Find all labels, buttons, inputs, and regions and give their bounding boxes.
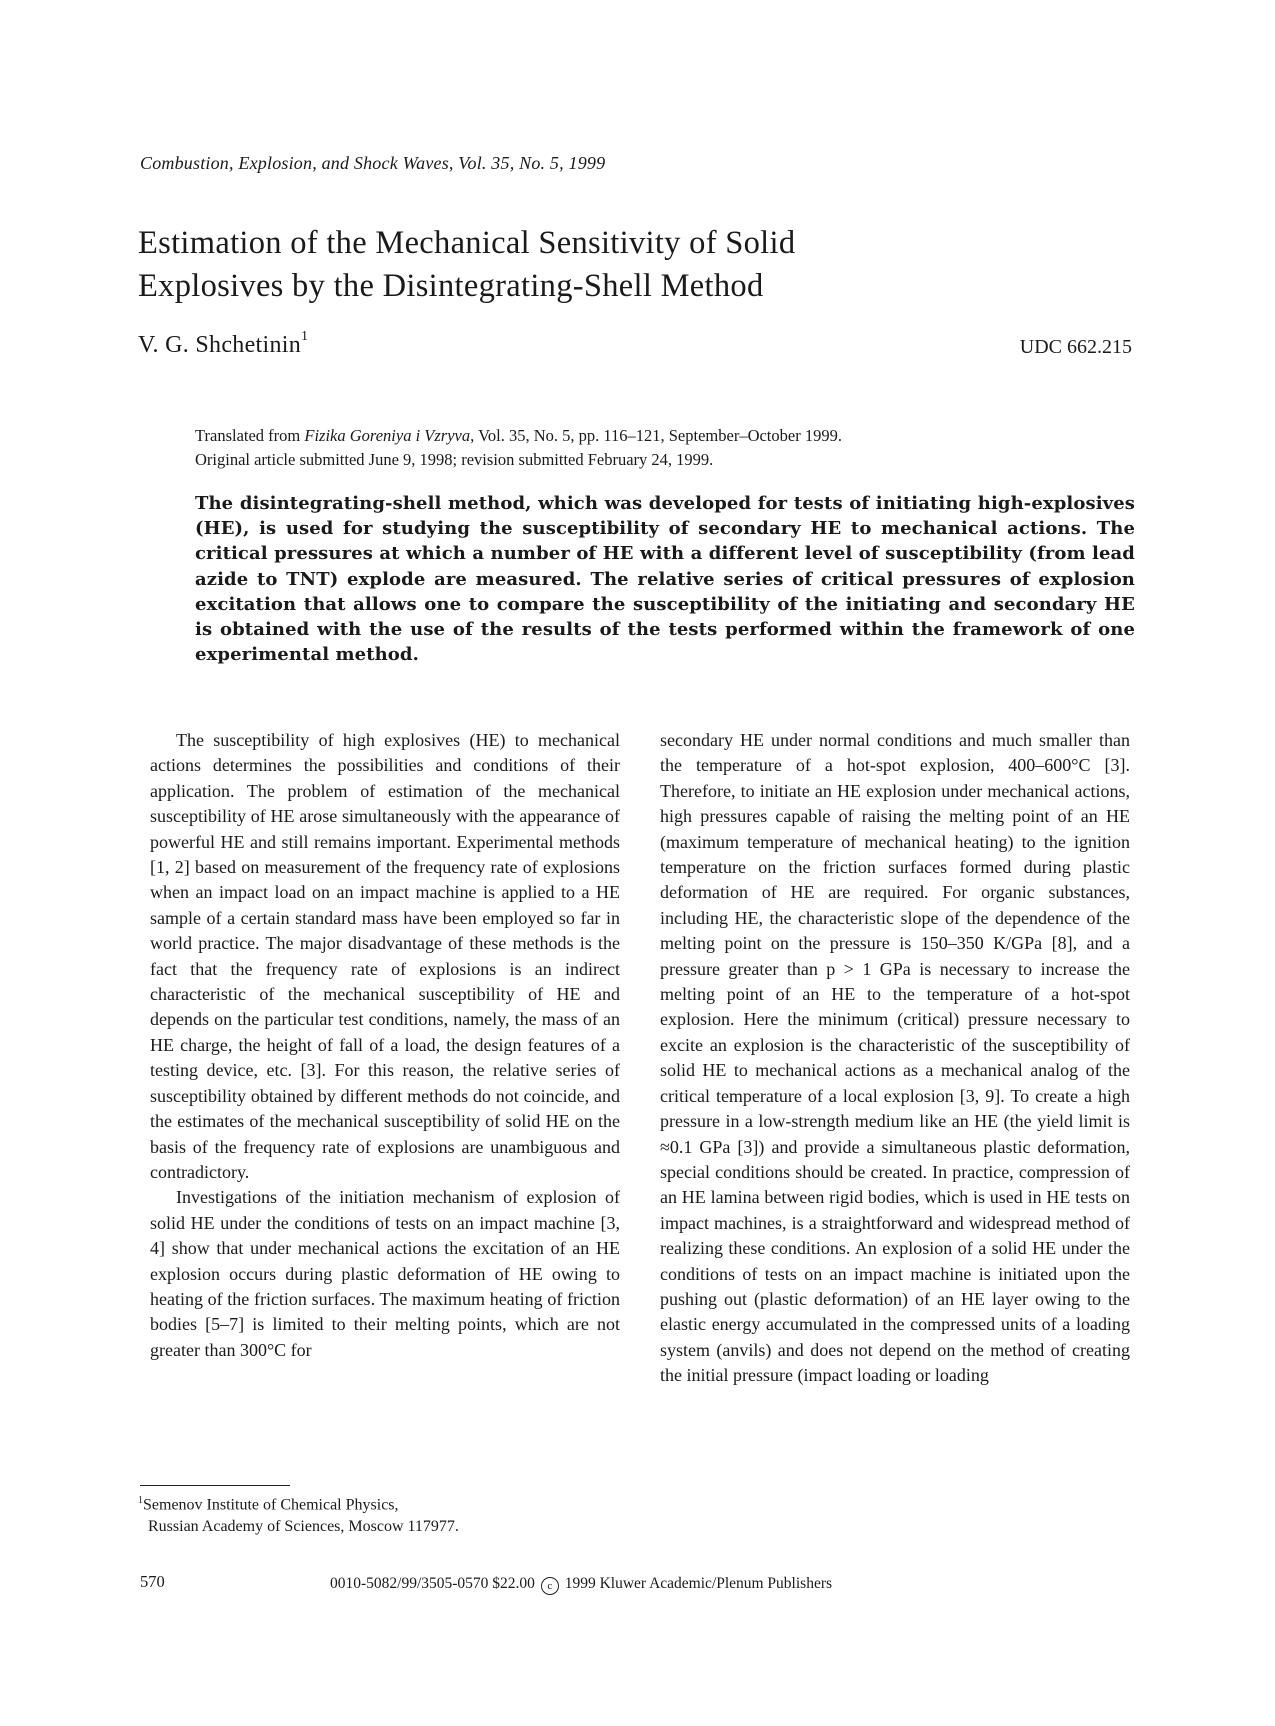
body-paragraph: secondary HE under normal conditions and much smaller than the temperature of a hot-spot explosion, 400–600°C [3]. Therefore, to initiate an HE explosion under mechanical actions, high pressures capable of raising the melting point of an HE (maximum temperature of mechanical heating) to the ignition temperature on the friction surfaces formed during plastic deformation of HE are required. For organic substances, including HE, the characteristic slope of the dependence of the melting point on the pressure is 150–350 K/GPa [8], and a pressure greater than p > 1 GPa is necessary to increase the melting point of an HE to the temperature of a hot-spot explosion. Here the minimum (critical) pressure necessary to excite an explosion is the characteristic of the susceptibility of solid HE to mechanical actions as a mechanical analog of the critical temperature of a local explosion [3, 9]. To create a high pressure in a low-strength medium like an HE (the yield limit is ≈0.1 GPa [3]) and provide a simultaneous plastic deformation, special conditions should be created. In practice, compression of an HE lamina between rigid bodies, which is used in HE tests on impact machines, is a straightforward and widespread method of realizing these conditions. An explosion of a solid HE under the conditions of tests on an impact machine is initiated upon the pushing out (plastic deformation) of an HE layer owing to the elastic energy accumulated in the compressed units of a loading system (anvils) and does not depend on the method of creating the initial pressure (impact loading or loading bbox=[660, 730, 1130, 1386]
footnote-marker: 1 bbox=[138, 1495, 143, 1506]
body-column-left bbox=[150, 728, 620, 1363]
title-line-1: Estimation of the Mechanical Sensitivity of Solid bbox=[138, 225, 796, 261]
journal-header: Combustion, Explosion, and Shock Waves, Vol. 35, No. 5, 1999 bbox=[140, 153, 606, 173]
publisher-text: 1999 Kluwer Academic/Plenum Publishers bbox=[560, 1575, 833, 1592]
author-name bbox=[138, 329, 309, 359]
author-footnote-marker: 1 bbox=[301, 329, 309, 344]
footnote-line-2: Russian Academy of Sciences, Moscow 117977. bbox=[148, 1518, 459, 1536]
article-code: 0010-5082/99/3505-0570 $22.00 bbox=[330, 1575, 539, 1592]
translated-suffix: , Vol. 35, No. 5, pp. 116–121, September–October 1999. bbox=[470, 426, 842, 445]
copyright-line bbox=[330, 1575, 832, 1595]
udc-code: UDC 662.215 bbox=[1019, 336, 1132, 358]
body-column-right bbox=[660, 728, 1130, 1389]
body-paragraph: The susceptibility of high explosives (HE) to mechanical actions determines the possibilities and conditions of their application. The problem of estimation of the mechanical susceptibility of HE arose simultaneously with the appearance of powerful HE and still remains important. Experimental methods [1, 2] based on measurement of the frequency rate of explosions when an impact load on an impact machine is applied to a HE sample of a certain standard mass have been employed so far in world practice. The major disadvantage of these methods is the fact that the frequency rate of explosions is an indirect characteristic of the mechanical susceptibility of HE and depends on the particular test conditions, namely, the mass of an HE charge, the height of fall of a load, the design features of a testing device, etc. [3]. For this reason, the relative series of susceptibility obtained by different methods do not coincide, and the estimates of the mechanical susceptibility of solid HE on the basis of the frequency rate of explosions are unambiguous and contradictory. bbox=[150, 730, 620, 1182]
submission-dates: Original article submitted June 9, 1998; revision submitted February 24, 1999. bbox=[195, 450, 714, 469]
article-title bbox=[138, 222, 1138, 308]
footnote-divider bbox=[140, 1485, 290, 1486]
author-text: V. G. Shchetinin bbox=[138, 332, 302, 358]
copyright-icon: c bbox=[541, 1577, 559, 1595]
footnote-line-1: Semenov Institute of Chemical Physics, bbox=[143, 1496, 399, 1514]
title-line-2: Explosives by the Disintegrating-Shell Method bbox=[138, 268, 764, 304]
translated-prefix: Translated from bbox=[195, 426, 305, 445]
body-paragraph: Investigations of the initiation mechanism of explosion of solid HE under the conditions of tests on an impact machine [3, 4] show that under mechanical actions the excitation of an HE explosion occurs during plastic deformation of HE owing to heating of the friction surfaces. The maximum heating of friction bodies [5–7] is limited to their melting points, which are not greater than 300°C for bbox=[150, 1187, 620, 1360]
translated-source: Fizika Goreniya i Vzryva bbox=[304, 426, 471, 445]
abstract: The disintegrating-shell method, which was developed for tests of initiating high-explosives (HE), is used for studying the susceptibility of secondary HE to mechanical actions. The critical pressures at which a number of HE with a different level of susceptibility (from lead azide to TNT) explode are measured. The relative series of critical pressures of explosion excitation that allows one to compare the susceptibility of the initiating and secondary HE is obtained with the use of the results of the tests performed within the framework of one experimental method. bbox=[195, 493, 1135, 666]
translation-note bbox=[195, 424, 1095, 472]
footnote bbox=[138, 1490, 638, 1538]
page-number: 570 bbox=[140, 1572, 165, 1591]
